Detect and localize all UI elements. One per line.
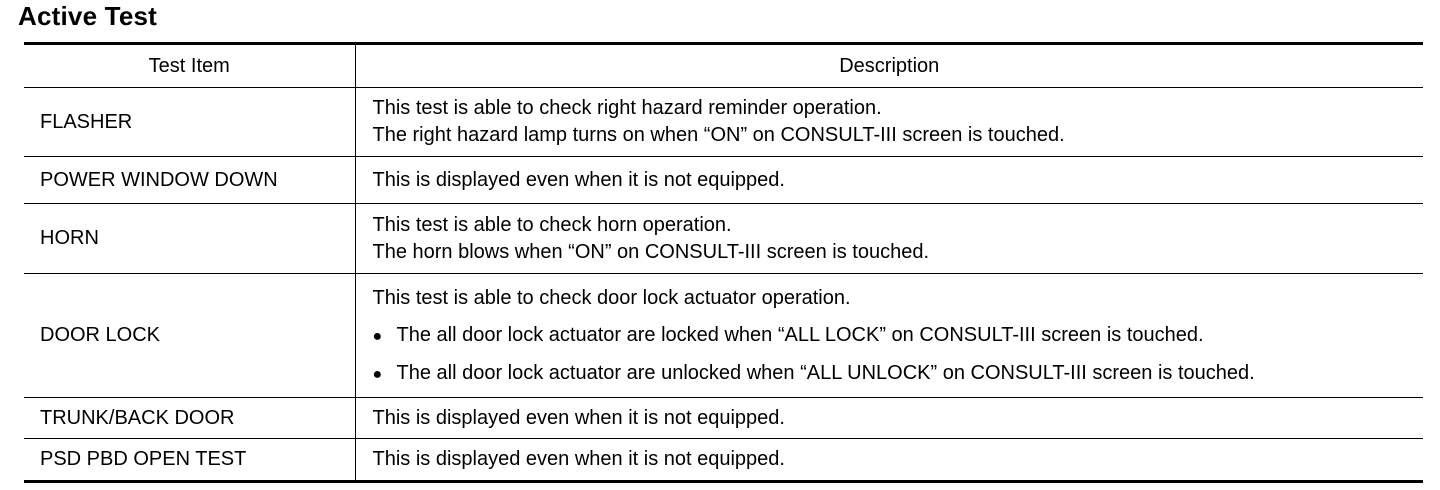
description-line: The horn blows when “ON” on CONSULT-III screen is touched.: [372, 240, 930, 263]
description-line: This test is able to check horn operation.: [372, 213, 732, 236]
description-line: This is displayed even when it is not equipped.: [372, 406, 785, 429]
bullet-text: The all door lock actuator are unlocked when “ALL UNLOCK” on CONSULT-III screen is touched.: [396, 362, 1255, 384]
test-item-cell: TRUNK/BACK DOOR: [24, 398, 355, 439]
description-line: This is displayed even when it is not equipped.: [372, 448, 785, 470]
table-row: [24, 157, 1423, 204]
active-test-table: [24, 42, 1423, 483]
description-cell: [355, 439, 1423, 482]
bullet-text: The all door lock actuator are locked when “ALL LOCK” on CONSULT-III screen is touched.: [396, 324, 1204, 346]
table-row: [24, 439, 1423, 482]
table-row: [24, 88, 1423, 157]
description-cell: [355, 88, 1423, 157]
bullet-item: [373, 360, 1424, 388]
description-cell: [355, 157, 1423, 204]
test-item-cell: POWER WINDOW DOWN: [24, 157, 355, 204]
description-line: The right hazard lamp turns on when “ON” on CONSULT-III screen is touched.: [372, 124, 1065, 146]
description-line: This is displayed even when it is not equipped.: [372, 168, 785, 191]
description-cell: [355, 204, 1423, 274]
header-test-item: Test Item: [24, 44, 355, 88]
test-item-cell: HORN: [24, 204, 355, 274]
header-description: Description: [355, 44, 1423, 88]
test-item-cell: PSD PBD OPEN TEST: [24, 439, 355, 482]
bullet-icon: ●: [372, 328, 383, 345]
bullet-item: [373, 322, 1424, 350]
table-header-row: [24, 44, 1423, 88]
test-item-cell: FLASHER: [24, 88, 355, 157]
bullet-icon: ●: [372, 366, 383, 383]
table-row: [24, 274, 1423, 398]
table-row: [24, 204, 1423, 274]
description-cell: [355, 398, 1423, 439]
description-cell: [355, 274, 1423, 398]
description-line: This test is able to check right hazard reminder operation.: [372, 97, 882, 119]
table-row: [24, 398, 1423, 439]
description-line: This test is able to check door lock actuator operation.: [372, 287, 851, 309]
test-item-cell: DOOR LOCK: [24, 274, 355, 398]
page-title: Active Test: [18, 1, 157, 31]
